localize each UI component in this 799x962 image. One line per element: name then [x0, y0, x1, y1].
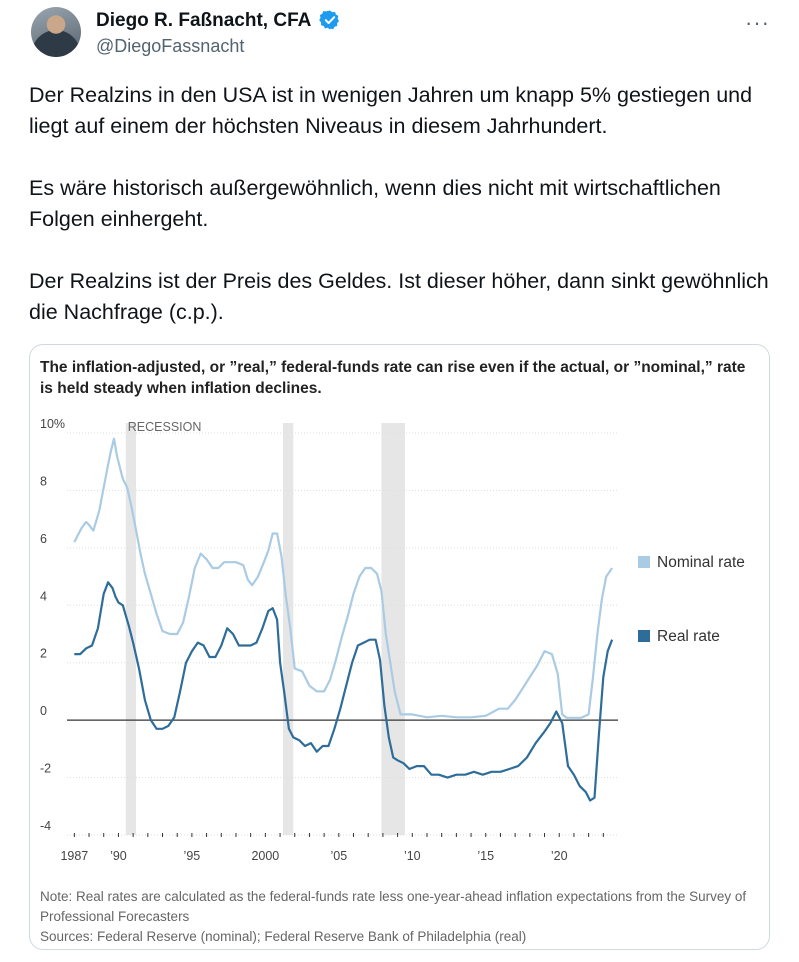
- rate-chart: [30, 345, 769, 949]
- more-options-icon[interactable]: ···: [745, 10, 770, 35]
- chart-note: Note: Real rates are calculated as the federal-funds rate less one-year-ahead inflation expectations from the Survey of Professional Forecasters: [40, 889, 747, 924]
- tweet-text: [29, 80, 769, 359]
- x-tick-label: ’95: [183, 849, 201, 863]
- x-tick-label: ’90: [110, 849, 127, 863]
- x-tick-label: ’10: [403, 849, 421, 863]
- y-tick-label: 4: [40, 589, 47, 604]
- chart-title: The inflation-adjusted, or ”real,” federal-funds rate can rise even if the actual, or ”nominal,” rate is held steady when inflation declines.: [40, 359, 746, 397]
- chart-sources: Sources: Federal Reserve (nominal); Federal Reserve Bank of Philadelphia (real): [40, 929, 527, 944]
- x-tick-label: ’05: [330, 849, 348, 863]
- x-tick-label: ’15: [477, 849, 495, 863]
- y-tick-label: 0: [40, 704, 47, 719]
- handle[interactable]: @DiegoFassnacht: [96, 36, 245, 56]
- tweet-paragraph: Es wäre historisch außergewöhnlich, wenn dies nicht mit wirtschaftlichen Folgen einhergeht.: [29, 176, 721, 231]
- chart-image[interactable]: [29, 344, 770, 950]
- verified-badge-icon: [319, 9, 341, 31]
- legend-swatch-nominal: [638, 556, 650, 568]
- x-tick-label: 2000: [251, 849, 280, 863]
- recession-band: [283, 423, 293, 835]
- recession-band: [126, 423, 136, 835]
- nominal-rate-line: [74, 439, 612, 718]
- y-tick-label: 6: [40, 531, 47, 546]
- display-name[interactable]: Diego R. Faßnacht, CFA: [96, 10, 312, 31]
- chart-notes: [40, 887, 765, 947]
- y-tick-label: 2: [40, 646, 47, 661]
- recession-label: RECESSION: [127, 420, 202, 434]
- x-tick-label: 1987: [60, 849, 89, 863]
- y-tick-label: -2: [40, 761, 52, 776]
- x-tick-label: ’20: [550, 849, 568, 863]
- y-tick-label: 8: [40, 474, 47, 489]
- y-tick-label: 10%: [40, 417, 66, 431]
- real-rate-line: [74, 582, 612, 800]
- avatar[interactable]: [31, 7, 81, 57]
- y-tick-label: -4: [40, 819, 52, 833]
- tweet-paragraph: Der Realzins in den USA ist in wenigen Jahren um knapp 5% gestiegen und liegt auf einem der höchsten Niveaus in diesem Jahrhundert.: [29, 83, 753, 138]
- tweet-paragraph: Der Realzins ist der Preis des Geldes. Ist dieser höher, dann sinkt gewöhnlich die Nachfrage (c.p.).: [29, 269, 769, 324]
- legend-label-real: Real rate: [657, 628, 720, 645]
- legend-swatch-real: [638, 630, 650, 642]
- legend-label-nominal: Nominal rate: [657, 554, 745, 571]
